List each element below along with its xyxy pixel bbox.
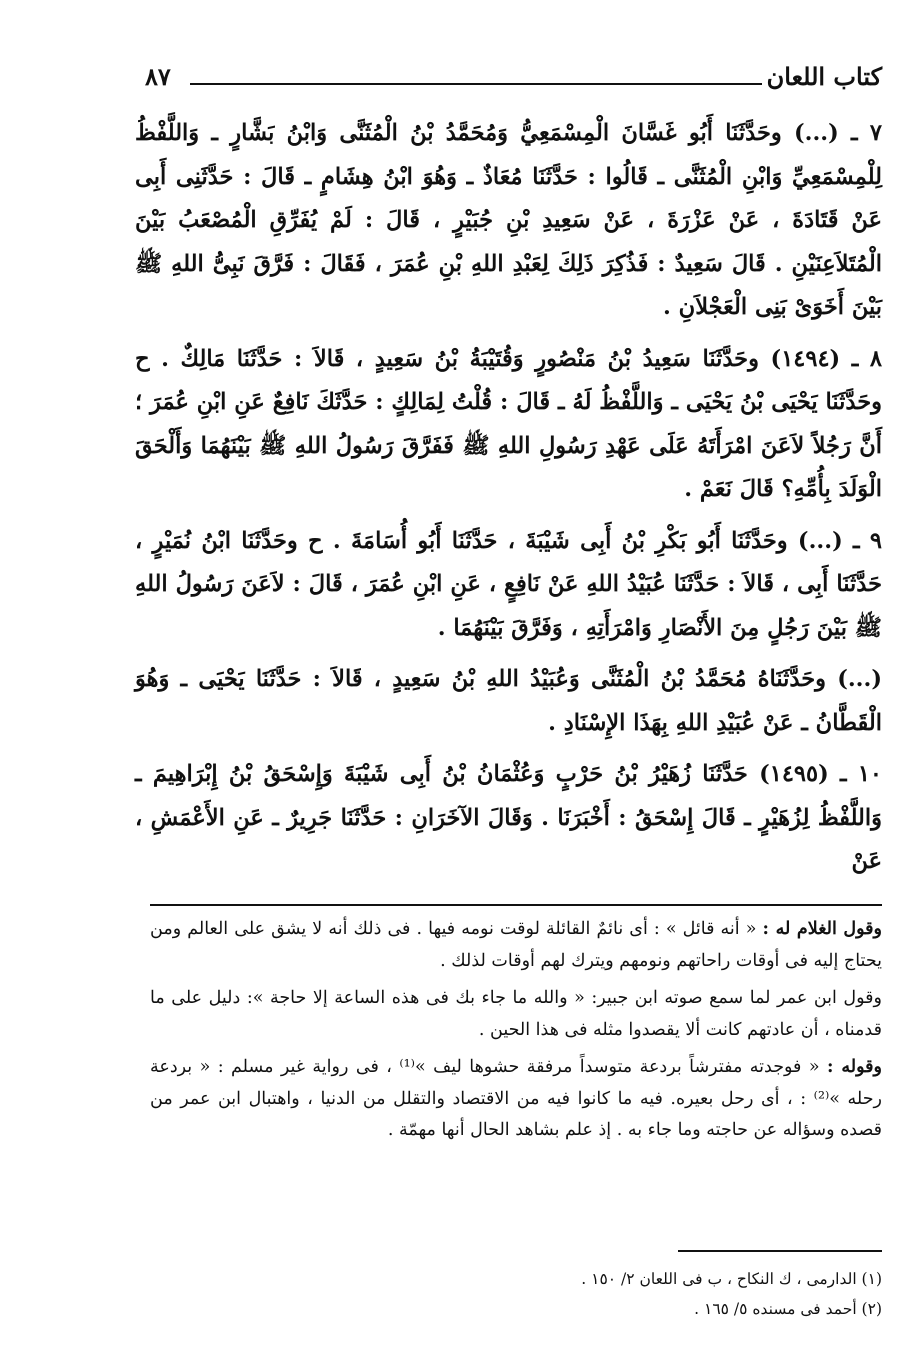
footnote: (١) الدارمى ، ك النكاح ، ب فى اللعان ٢/ ١٥٠ . bbox=[581, 1270, 882, 1288]
page-number: ٨٧ bbox=[145, 62, 171, 91]
commentary-section bbox=[150, 914, 882, 1153]
commentary-paragraph bbox=[150, 914, 882, 977]
hadith-paragraph: ١٠ ـ (١٤٩٥) حَدَّثَنَا زُهَيْرُ بْنُ حَرْبٍ وَعُثْمَانُ بْنُ أَبِى شَيْبَةَ وَإِسْحَقُ بْنُ إِبْرَاهِيمَ ـ وَاللَّفْظُ لِزُهَيْرٍ ـ قَالَ إِسْحَقُ : أَخْبَرَنَا . وَقَالَ الآخَرَانِ : حَدَّثَنَا جَرِيرٌ ـ عَنِ الأَعْمَشِ ، عَنْ bbox=[135, 761, 882, 874]
book-title: كتاب اللعان bbox=[766, 62, 882, 91]
header-rule bbox=[190, 83, 762, 85]
hadith-paragraph: ٩ ـ (...) وحَدَّثَنَا أَبُو بَكْرِ بْنُ أَبِى شَيْبَةَ ، حَدَّثَنَا أَبُو أُسَامَةَ . ح وحَدَّثَنَا ابْنُ نُمَيْرٍ ، حَدَّثَنَا أَبِى ، قَالاَ : حَدَّثَنَا عُبَيْدُ اللهِ عَنْ نَافِعٍ ، عَنِ ابْنِ عُمَرَ ، قَالَ : لاَعَنَ رَسُولُ اللهِ ﷺ بَيْنَ رَجُلٍ مِنَ الأَنْصَارِ وَامْرَأَتِهِ ، وَفَرَّقَ بَيْنَهُمَا . bbox=[135, 527, 882, 641]
commentary-text: وقول ابن عمر لما سمع صوته ابن جبير: « والله ما جاء بك فى هذه الساعة إلا حاجة »: دليل على ما قدمناه ، أن عادتهم كانت ألا يقصدوا مثله فى هذا الحين . bbox=[150, 988, 882, 1040]
footnote-divider bbox=[678, 1250, 882, 1252]
running-header bbox=[145, 62, 882, 102]
commentary-paragraph bbox=[150, 983, 882, 1046]
commentary-paragraph bbox=[150, 1052, 882, 1147]
hadith-paragraph: ٧ ـ (...) وحَدَّثَنَا أَبُو غَسَّانَ الْمِسْمَعِيُّ وَمُحَمَّدُ بْنُ الْمُثَنَّى وَابْنُ بَشَّارٍ ـ وَاللَّفْظُ لِلْمِسْمَعِيِّ وَابْنِ الْمُثَنَّى ـ قَالُوا : حَدَّثَنَا مُعَاذٌ ـ وَهُوَ ابْنُ هِشَامٍ ـ قَالَ : حَدَّثَنِى أَبِى عَنْ قَتَادَةَ ، عَنْ عَزْرَةَ ، عَنْ سَعِيدِ بْنِ جُبَيْرٍ ، قَالَ : لَمْ يُفَرِّقِ الْمُصْعَبُ بَيْنَ الْمُتَلاَعِنَيْنِ . قَالَ سَعِيدٌ : فَذُكِرَ ذَلِكَ لِعَبْدِ اللهِ بْنِ عُمَرَ ، فَقَالَ : فَرَّقَ نَبِىُّ اللهِ ﷺ بَيْنَ أَخَوَىْ بَنِى الْعَجْلاَنِ . bbox=[135, 120, 882, 320]
hadith-paragraph: ٨ ـ (١٤٩٤) وحَدَّثَنَا سَعِيدُ بْنُ مَنْصُورٍ وَقُتَيْبَةُ بْنُ سَعِيدٍ ، قَالاَ : حَدَّثَنَا مَالِكٌ . ح وحَدَّثَنَا يَحْيَى بْنُ يَحْيَى ـ وَاللَّفْظُ لَهُ ـ قَالَ : قُلْتُ لِمَالِكٍ : حَدَّثَكَ نَافِعٌ عَنِ ابْنِ عُمَرَ ؛ أَنَّ رَجُلاً لاَعَنَ امْرَأَتَهُ عَلَى عَهْدِ رَسُولِ اللهِ ﷺ فَفَرَّقَ رَسُولُ اللهِ ﷺ بَيْنَهُمَا وَأَلْحَقَ الْوَلَدَ بِأُمِّهِ؟ قَالَ نَعَمْ . bbox=[135, 345, 883, 502]
footnote: (٢) أحمد فى مسنده ٥/ ١٦٥ . bbox=[694, 1300, 882, 1318]
commentary-divider bbox=[150, 904, 882, 906]
commentary-text: « فوجدته مفترشاً بردعة متوسداً مرفقة حشوها ليف »⁽¹⁾ ، فى رواية غير مسلم : « بردعة رحله »⁽²⁾ : ، أى رحل بعيره. فيه ما كانوا فيه من الاقتصاد والتقلل من الدنيا ، واهتبال ابن عمر من قصده وسؤاله عن حاجته وما جاء به . إذ علم بشاهد الحال أنها مهمّة . bbox=[150, 1057, 882, 1140]
hadith-text bbox=[135, 112, 882, 892]
commentary-text: « أنه قائل » : أى نائمٌ القائلة لوقت نومه فيها . فى ذلك أنه لا يشق على العالم ومن يحتاج إليه فى أوقات راحاتهم ونومهم ويترك لهم أوقات لذلك . bbox=[150, 919, 882, 971]
hadith-paragraph: (...) وحَدَّثَنَاهُ مُحَمَّدُ بْنُ الْمُثَنَّى وَعُبَيْدُ اللهِ بْنُ سَعِيدٍ ، قَالاَ : حَدَّثَنَا يَحْيَى ـ وَهُوَ الْقَطَّانُ ـ عَنْ عُبَيْدِ اللهِ بِهَذَا الإِسْنَادِ . bbox=[135, 666, 882, 736]
commentary-lead: وقوله : bbox=[827, 1057, 882, 1077]
commentary-lead: وقول الغلام له : bbox=[762, 919, 882, 939]
footnotes bbox=[150, 1264, 882, 1324]
